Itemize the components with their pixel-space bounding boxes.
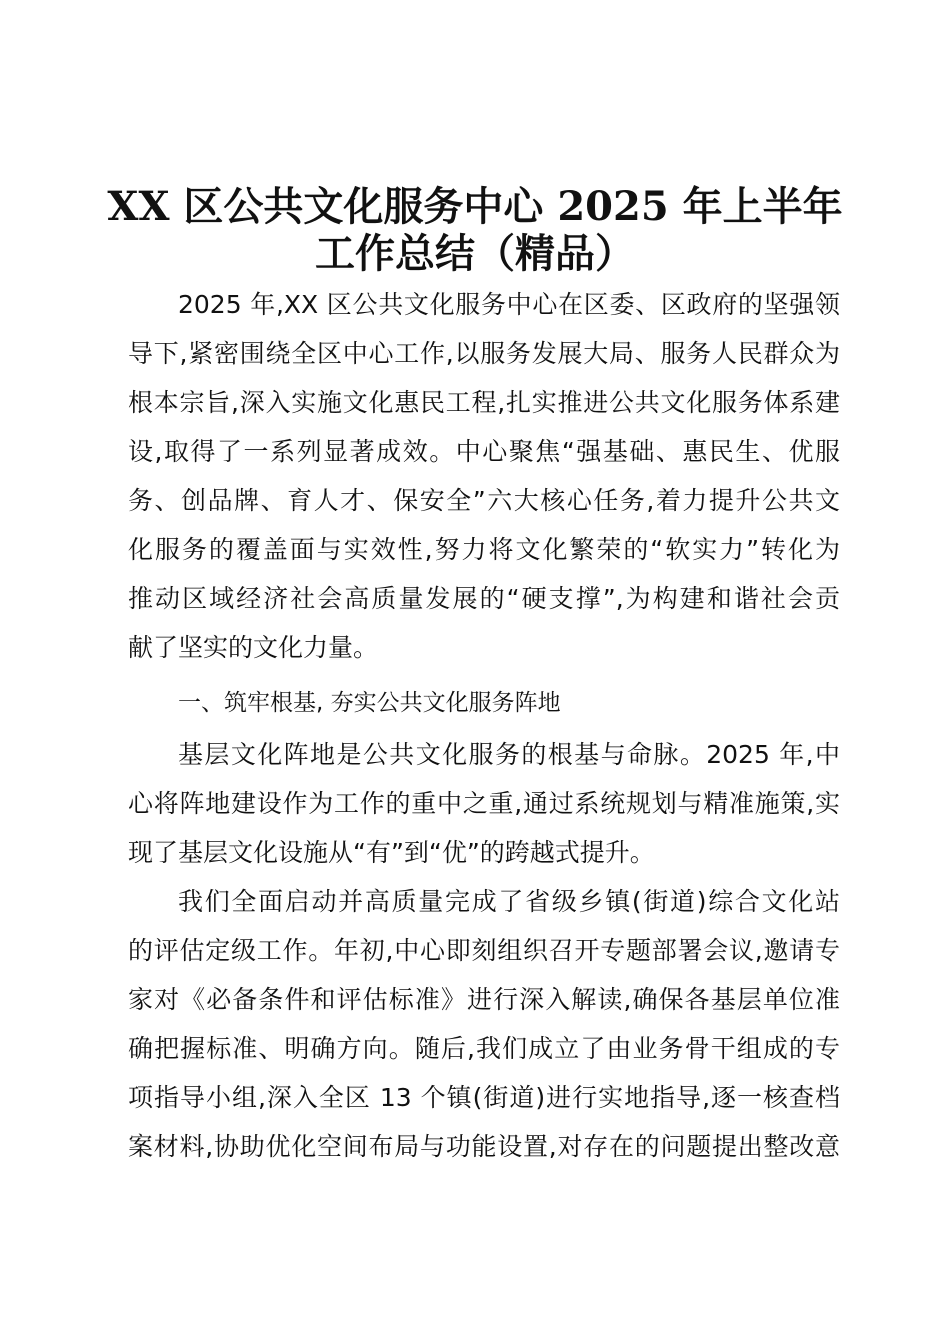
paragraph-1-line-2: 导下,紧密围绕全区中心工作,以服务发展大局、服务人民群众为: [128, 339, 840, 368]
paragraph-3-line-3: 家对《必备条件和评估标准》进行深入解读,确保各基层单位准: [128, 985, 840, 1014]
paragraph-1-line-6: 化服务的覆盖面与实效性,努力将文化繁荣的“软实力”转化为: [128, 535, 840, 564]
paragraph-1-line-4: 设,取得了一系列显著成效。中心聚焦“强基础、惠民生、优服: [128, 437, 840, 466]
document-title-line-2: 工作总结（精品）: [315, 230, 635, 277]
paragraph-1-line-7: 推动区域经济社会高质量发展的“硬支撑”,为构建和谐社会贡: [128, 584, 840, 613]
paragraph-1-line-8: 献了坚实的文化力量。: [128, 633, 379, 662]
paragraph-2-line-1: 基层文化阵地是公共文化服务的根基与命脉。2025 年,中: [178, 740, 840, 769]
paragraph-3-line-6: 案材料,协助优化空间布局与功能设置,对存在的问题提出整改意: [128, 1132, 840, 1161]
paragraph-1-line-5: 务、创品牌、育人才、保安全”六大核心任务,着力提升公共文: [128, 486, 840, 515]
paragraph-3-line-2: 的评估定级工作。年初,中心即刻组织召开专题部署会议,邀请专: [128, 936, 840, 965]
paragraph-2-line-2: 心将阵地建设作为工作的重中之重,通过系统规划与精准施策,实: [128, 789, 840, 818]
paragraph-3-line-4: 确把握标准、明确方向。随后,我们成立了由业务骨干组成的专: [128, 1034, 840, 1063]
paragraph-1-line-1: 2025 年,XX 区公共文化服务中心在区委、区政府的坚强领: [178, 290, 840, 319]
paragraph-3-line-1: 我们全面启动并高质量完成了省级乡镇(街道)综合文化站: [178, 887, 840, 916]
paragraph-1-line-3: 根本宗旨,深入实施文化惠民工程,扎实推进公共文化服务体系建: [128, 388, 840, 417]
paragraph-3-line-5: 项指导小组,深入全区 13 个镇(街道)进行实地指导,逐一核查档: [128, 1083, 840, 1112]
paragraph-2-line-3: 现了基层文化设施从“有”到“优”的跨越式提升。: [128, 838, 655, 867]
document-title-line-1: XX 区公共文化服务中心 2025 年上半年: [107, 183, 843, 230]
section-heading-1: 一、筑牢根基, 夯实公共文化服务阵地: [178, 690, 561, 716]
